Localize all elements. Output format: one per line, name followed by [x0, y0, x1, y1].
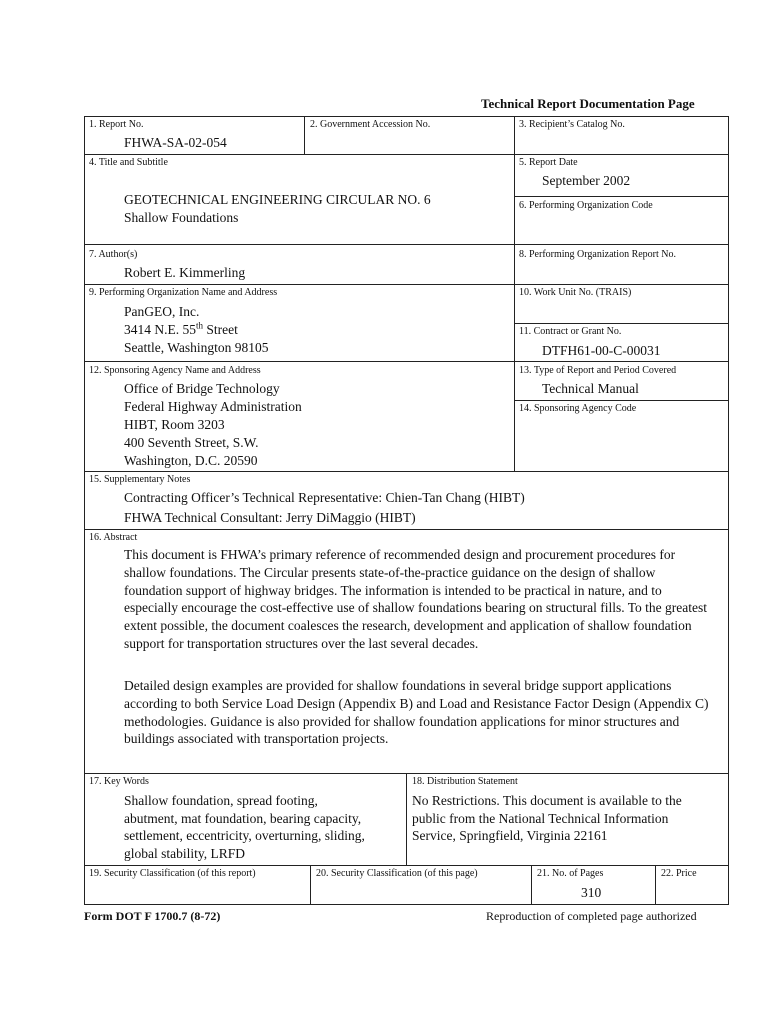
sponsor-line: HIBT, Room 3203: [124, 417, 225, 432]
author-label: 7. Author(s): [89, 249, 138, 260]
key-words-line: Shallow foundation, spread footing,: [124, 793, 318, 808]
abstract-paragraph: Detailed design examples are provided for shallow foundations in several bridge support applications according to both Service Load Design (Appendix B) and Load and Resistance Factor Design (Appendix C) methodologies. Guidance is also provided for shallow foundation applications for minor structures and buildings associated with transportation projects.: [124, 678, 709, 747]
supplementary-note: Contracting Officer’s Technical Representative: Chien-Tan Chang (HIBT): [124, 490, 525, 505]
accession-no-label: 2. Government Accession No.: [310, 119, 431, 130]
key-words-line: settlement, eccentricity, overturning, sliding,: [124, 828, 365, 843]
report-no-label: 1. Report No.: [89, 119, 144, 130]
org-code-label: 6. Performing Organization Code: [519, 200, 653, 211]
org-street: 3414 N.E. 55th Street: [124, 320, 238, 337]
org-name-address-label: 9. Performing Organization Name and Address: [89, 287, 278, 298]
supplementary-note: FHWA Technical Consultant: Jerry DiMaggio (HIBT): [124, 510, 416, 525]
work-unit-label: 10. Work Unit No. (TRAIS): [519, 287, 632, 298]
price-label: 22. Price: [661, 868, 697, 879]
report-title: GEOTECHNICAL ENGINEERING CIRCULAR NO. 6: [124, 192, 431, 207]
sponsor-line: 400 Seventh Street, S.W.: [124, 435, 259, 450]
contract-no-value: DTFH61-00-C-00031: [542, 343, 661, 358]
distribution-line: public from the National Technical Information: [412, 811, 669, 826]
sponsor-line: Washington, D.C. 20590: [124, 453, 258, 468]
abstract-label: 16. Abstract: [89, 532, 138, 543]
report-subtitle: Shallow Foundations: [124, 210, 239, 225]
report-no-value: FHWA-SA-02-054: [124, 135, 227, 150]
catalog-no-label: 3. Recipient’s Catalog No.: [519, 119, 625, 130]
key-words-label: 17. Key Words: [89, 776, 149, 787]
report-date-value: September 2002: [542, 173, 631, 188]
supplementary-notes-label: 15. Supplementary Notes: [89, 474, 191, 485]
security-page-label: 20. Security Classification (of this page): [316, 868, 478, 879]
org-city: Seattle, Washington 98105: [124, 340, 269, 355]
page-title: Technical Report Documentation Page: [481, 96, 695, 111]
abstract-paragraph: This document is FHWA’s primary reference of recommended design and procurement procedures for shallow foundations. The Circular presents state-of-the-practice guidance on the design of shallow foundation support of highway bridges. The information is intended to be practical in nature, and to especially encourage the cost-effective use of shallow foundations bearing on structural fills. To the greatest extent possible, the document coalesces the research, development and application of shallow foundation support for transportation structures over the last several decades.: [124, 547, 707, 651]
sponsor-code-label: 14. Sponsoring Agency Code: [519, 403, 637, 414]
form-number: Form DOT F 1700.7 (8-72): [84, 909, 221, 923]
pages-value: 310: [581, 885, 602, 900]
org-name: PanGEO, Inc.: [124, 304, 200, 319]
key-words-line: abutment, mat foundation, bearing capacity,: [124, 811, 362, 826]
security-report-label: 19. Security Classification (of this report): [89, 868, 256, 879]
title-subtitle-label: 4. Title and Subtitle: [89, 157, 168, 168]
sponsor-name-address-label: 12. Sponsoring Agency Name and Address: [89, 365, 261, 376]
report-date-label: 5. Report Date: [519, 157, 578, 168]
author-value: Robert E. Kimmerling: [124, 265, 246, 280]
key-words-line: global stability, LRFD: [124, 846, 245, 861]
contract-no-label: 11. Contract or Grant No.: [519, 326, 622, 337]
reproduction-note: Reproduction of completed page authorized: [486, 909, 697, 923]
distribution-line: No Restrictions. This document is available to the: [412, 793, 682, 808]
org-report-no-label: 8. Performing Organization Report No.: [519, 249, 677, 260]
report-type-value: Technical Manual: [542, 381, 639, 396]
pages-label: 21. No. of Pages: [537, 868, 604, 879]
report-type-label: 13. Type of Report and Period Covered: [519, 365, 677, 376]
distribution-label: 18. Distribution Statement: [412, 776, 518, 787]
sponsor-line: Federal Highway Administration: [124, 399, 302, 414]
sponsor-line: Office of Bridge Technology: [124, 381, 280, 396]
distribution-line: Service, Springfield, Virginia 22161: [412, 828, 608, 843]
